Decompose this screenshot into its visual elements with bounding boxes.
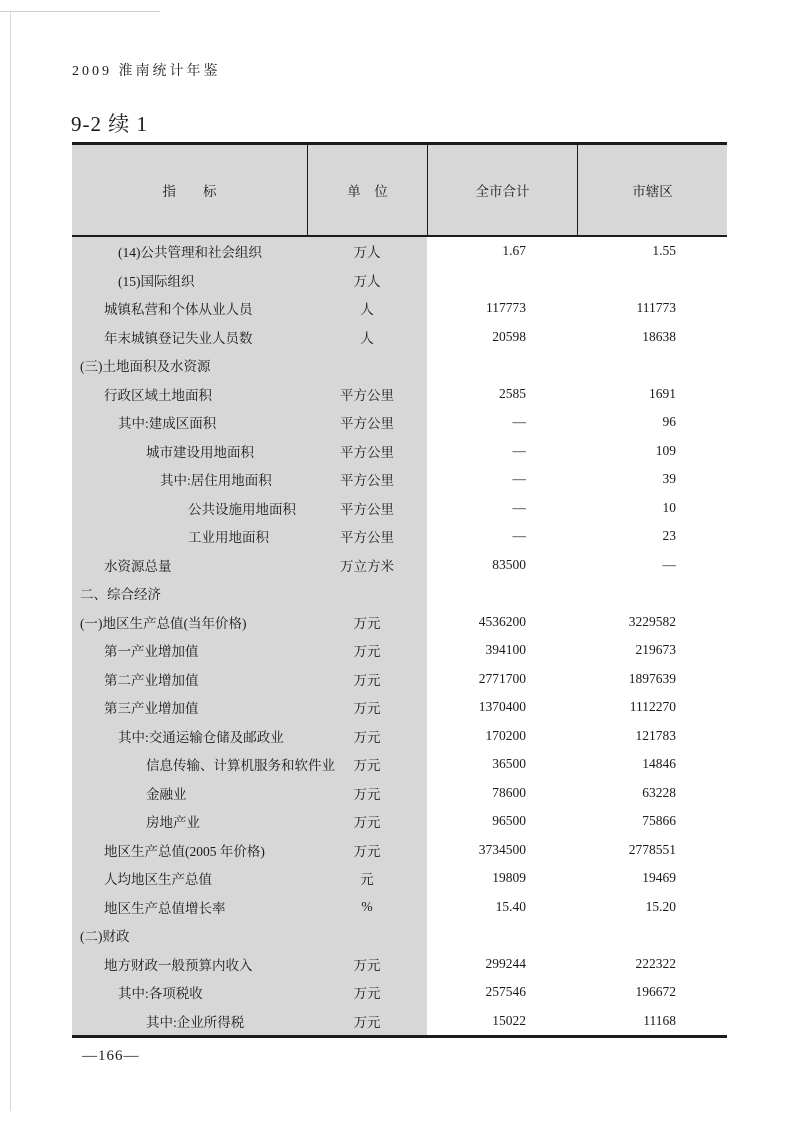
unit-cell: 平方公里	[340, 473, 394, 489]
table-row	[72, 836, 727, 865]
unit-cell: 人	[360, 330, 374, 346]
unit-cell: 人	[360, 302, 374, 318]
district-cell: 1112270	[629, 699, 676, 715]
unit-cell: 万元	[353, 615, 381, 631]
unit-cell: 万元	[353, 672, 381, 688]
indicator-cell: 信息传输、计算机服务和软件业	[146, 758, 335, 774]
table-row	[72, 551, 727, 580]
indicator-cell: 地区生产总值增长率	[104, 900, 226, 916]
district-cell: 1691	[649, 385, 676, 401]
indicator-cell: 其中:交通运输仓储及邮政业	[118, 729, 284, 745]
indicator-cell: 二、综合经济	[80, 587, 161, 603]
column-header-municipal-district: 市辖区	[577, 145, 727, 235]
citywide-total-cell: 19809	[492, 870, 526, 886]
indicator-cell: 地区生产总值(2005 年价格)	[104, 843, 265, 859]
indicator-cell: 房地产业	[146, 815, 200, 831]
table-row	[72, 494, 727, 523]
district-cell: 39	[662, 471, 676, 487]
citywide-total-cell: 20598	[492, 328, 526, 344]
district-cell: 196672	[635, 984, 676, 1000]
indicator-cell: 城市建设用地面积	[146, 444, 254, 460]
unit-cell: 平方公里	[340, 387, 394, 403]
indicator-cell: (三)土地面积及水资源	[80, 359, 211, 375]
table-row	[72, 351, 727, 380]
table-row	[72, 380, 727, 409]
unit-cell: 万元	[353, 644, 381, 660]
table-row	[72, 693, 727, 722]
district-cell: 23	[662, 528, 676, 544]
unit-cell: 万立方米	[340, 558, 394, 574]
unit-cell: 平方公里	[340, 530, 394, 546]
district-cell: 75866	[642, 813, 676, 829]
indicator-cell: 第一产业增加值	[104, 644, 199, 660]
unit-cell: 万元	[353, 843, 381, 859]
unit-cell: 万元	[353, 758, 381, 774]
table-row	[72, 864, 727, 893]
unit-cell: 万元	[353, 1014, 381, 1030]
unit-cell: 万元	[353, 986, 381, 1002]
indicator-cell: (15)国际组织	[118, 273, 195, 289]
citywide-total-cell: —	[512, 528, 526, 544]
citywide-total-cell: 83500	[492, 556, 526, 572]
citywide-total-cell: 15022	[492, 1012, 526, 1028]
citywide-total-cell: 3734500	[478, 841, 526, 857]
statistics-table	[72, 142, 727, 1038]
table-row	[72, 807, 727, 836]
table-row	[72, 408, 727, 437]
page-number: —166—	[82, 1048, 140, 1064]
unit-cell: 平方公里	[340, 444, 394, 460]
citywide-total-cell: 78600	[492, 784, 526, 800]
unit-cell: 万元	[353, 815, 381, 831]
table-row	[72, 921, 727, 950]
book-title: 2009 淮南统计年鉴	[72, 64, 221, 79]
citywide-total-cell: 36500	[492, 756, 526, 772]
column-header-indicator: 指 标	[162, 184, 217, 199]
district-cell: 18638	[642, 328, 676, 344]
citywide-total-cell: 15.40	[495, 898, 526, 914]
table-row	[72, 465, 727, 494]
citywide-total-cell: 394100	[485, 642, 526, 658]
district-cell: 3229582	[628, 613, 676, 629]
citywide-total-cell: —	[512, 414, 526, 430]
citywide-total-cell: 299244	[485, 955, 526, 971]
table-row	[72, 665, 727, 694]
indicator-cell: 公共设施用地面积	[188, 501, 296, 517]
indicator-cell: (一)地区生产总值(当年价格)	[80, 615, 247, 631]
district-cell: 14846	[642, 756, 676, 772]
table-row	[72, 608, 727, 637]
district-cell: 222322	[635, 955, 676, 971]
indicator-cell: 水资源总量	[104, 558, 172, 574]
unit-cell: 万人	[353, 273, 381, 289]
district-cell: 19469	[642, 870, 676, 886]
table-row	[72, 1007, 727, 1036]
indicator-cell: 其中:各项税收	[118, 986, 203, 1002]
indicator-cell: 金融业	[146, 786, 187, 802]
unit-cell: 万元	[353, 701, 381, 717]
unit-cell: 平方公里	[340, 501, 394, 517]
table-row	[72, 893, 727, 922]
citywide-total-cell: 96500	[492, 813, 526, 829]
citywide-total-cell: 257546	[485, 984, 526, 1000]
district-cell: 1897639	[628, 670, 676, 686]
indicator-cell: 工业用地面积	[188, 530, 269, 546]
indicator-cell: 地方财政一般预算内收入	[104, 957, 253, 973]
district-cell: 1.55	[652, 243, 676, 259]
unit-cell: 元	[360, 872, 374, 888]
district-cell: 11168	[643, 1012, 676, 1028]
table-row	[72, 294, 727, 323]
table-row	[72, 950, 727, 979]
column-header-citywide-total: 全市合计	[427, 145, 577, 235]
unit-cell: 平方公里	[340, 416, 394, 432]
unit-cell: 万人	[353, 245, 381, 261]
table-row	[72, 323, 727, 352]
table-row	[72, 522, 727, 551]
unit-cell: 万元	[353, 957, 381, 973]
district-cell: 63228	[642, 784, 676, 800]
citywide-total-cell: 2771700	[478, 670, 526, 686]
indicator-cell: 其中:建成区面积	[118, 416, 217, 432]
indicator-cell: 第三产业增加值	[104, 701, 199, 717]
table-row	[72, 237, 727, 266]
indicator-cell: (二)财政	[80, 929, 130, 945]
indicator-cell: 第二产业增加值	[104, 672, 199, 688]
district-cell: 121783	[635, 727, 676, 743]
district-cell: 15.20	[645, 898, 676, 914]
indicator-cell: 城镇私营和个体从业人员	[104, 302, 253, 318]
unit-cell: 万元	[353, 729, 381, 745]
table-row	[72, 437, 727, 466]
unit-cell: %	[361, 898, 373, 914]
table-header-row	[72, 142, 727, 237]
indicator-cell: (14)公共管理和社会组织	[118, 245, 262, 261]
citywide-total-cell: —	[512, 471, 526, 487]
district-cell: 10	[662, 499, 676, 515]
scan-edge-artifact-top	[0, 11, 160, 12]
table-number-label: 9-2 续 1	[71, 112, 148, 136]
citywide-total-cell: —	[512, 442, 526, 458]
district-cell: 2778551	[628, 841, 676, 857]
table-row	[72, 722, 727, 751]
citywide-total-cell: 4536200	[478, 613, 526, 629]
indicator-cell: 其中:企业所得税	[146, 1014, 245, 1030]
citywide-total-cell: —	[512, 499, 526, 515]
table-row	[72, 750, 727, 779]
district-cell: 219673	[635, 642, 676, 658]
table-row	[72, 579, 727, 608]
table-row	[72, 636, 727, 665]
table-row	[72, 266, 727, 295]
scan-edge-artifact-left	[10, 11, 11, 1111]
indicator-cell: 其中:居住用地面积	[160, 473, 272, 489]
indicator-cell: 行政区域土地面积	[104, 387, 212, 403]
table-row	[72, 779, 727, 808]
indicator-cell: 年末城镇登记失业人员数	[104, 330, 253, 346]
district-cell: 109	[655, 442, 676, 458]
citywide-total-cell: 1370400	[478, 699, 526, 715]
unit-cell: 万元	[353, 786, 381, 802]
district-cell: 111773	[636, 300, 676, 316]
citywide-total-cell: 1.67	[502, 243, 526, 259]
citywide-total-cell: 170200	[485, 727, 526, 743]
citywide-total-cell: 2585	[499, 385, 526, 401]
table-body	[72, 237, 727, 1038]
district-cell: —	[662, 556, 676, 572]
indicator-cell: 人均地区生产总值	[104, 872, 212, 888]
district-cell: 96	[662, 414, 676, 430]
citywide-total-cell: 117773	[486, 300, 526, 316]
column-header-unit: 单 位	[307, 145, 427, 235]
table-row	[72, 978, 727, 1007]
